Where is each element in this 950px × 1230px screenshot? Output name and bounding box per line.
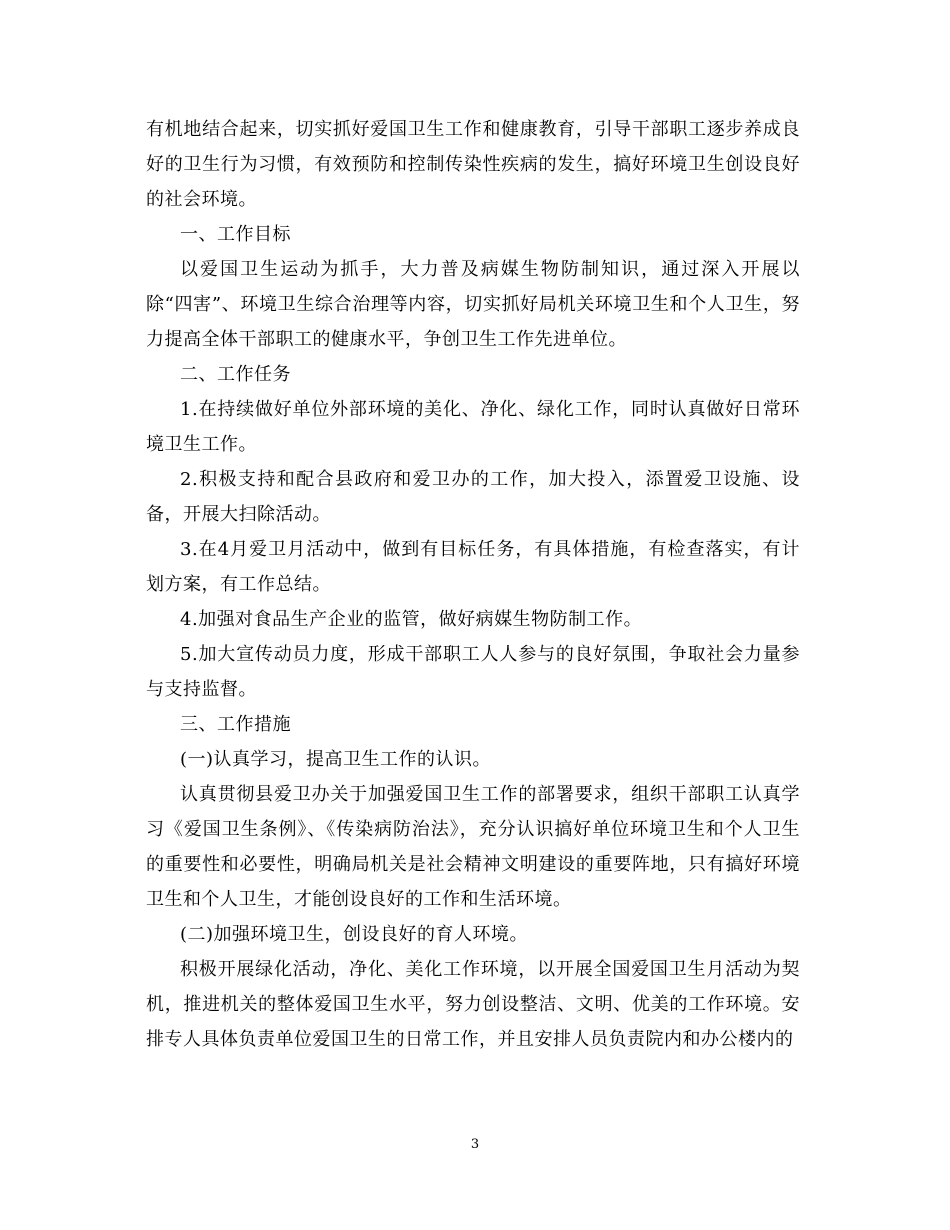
list-item: 4.加强对食品生产企业的监管，做好病媒生物防制工作。 — [180, 609, 643, 630]
subsection-heading: (一)认真学习，提高卫生工作的认识。 — [180, 749, 492, 770]
section-heading: 二、工作任务 — [180, 364, 291, 385]
list-item: 5.加大宣传动员力度，形成干部职工人人参与的良好氛围，争取社会力量参与支持监督。 — [146, 644, 800, 700]
paragraph: 认真贯彻县爱卫办关于加强爱国卫生工作的部署要求，组织干部职工认真学习《爱国卫生条例》、《传染病防治法》，充分认识搞好单位环境卫生和个人卫生的重要性和必要性，明确局机关是社会精神文明建设的重要阵地，只有搞好环境卫生和个人卫生，才能创设良好的工作和生活环境。 — [146, 784, 800, 910]
list-item: 3.在4月爱卫月活动中，做到有目标任务，有具体措施，有检查落实，有计划方案，有工作总结。 — [146, 539, 800, 595]
body-text — [146, 112, 800, 1057]
paragraph: 以爱国卫生运动为抓手，大力普及病媒生物防制知识，通过深入开展以除“四害”、环境卫生综合治理等内容，切实抓好局机关环境卫生和个人卫生，努力提高全体干部职工的健康水平，争创卫生工作先进单位。 — [146, 259, 800, 350]
section-heading: 一、工作目标 — [180, 224, 291, 245]
section-heading: 三、工作措施 — [180, 714, 291, 735]
page-number: 3 — [470, 1137, 480, 1152]
subsection-heading: (二)加强环境卫生，创设良好的育人环境。 — [180, 924, 529, 945]
paragraph: 有机地结合起来，切实抓好爱国卫生工作和健康教育，引导干部职工逐步养成良好的卫生行为习惯，有效预防和控制传染性疾病的发生，搞好环境卫生创设良好的社会环境。 — [146, 119, 800, 210]
list-item: 1.在持续做好单位外部环境的美化、净化、绿化工作，同时认真做好日常环境卫生工作。 — [146, 399, 800, 455]
list-item: 2.积极支持和配合县政府和爱卫办的工作，加大投入，添置爱卫设施、设备，开展大扫除活动。 — [146, 469, 800, 525]
paragraph: 积极开展绿化活动，净化、美化工作环境，以开展全国爱国卫生月活动为契机，推进机关的整体爱国卫生水平，努力创设整洁、文明、优美的工作环境。安排专人具体负责单位爱国卫生的日常工作，并且安排人员负责院内和办公楼内的 — [146, 959, 800, 1050]
